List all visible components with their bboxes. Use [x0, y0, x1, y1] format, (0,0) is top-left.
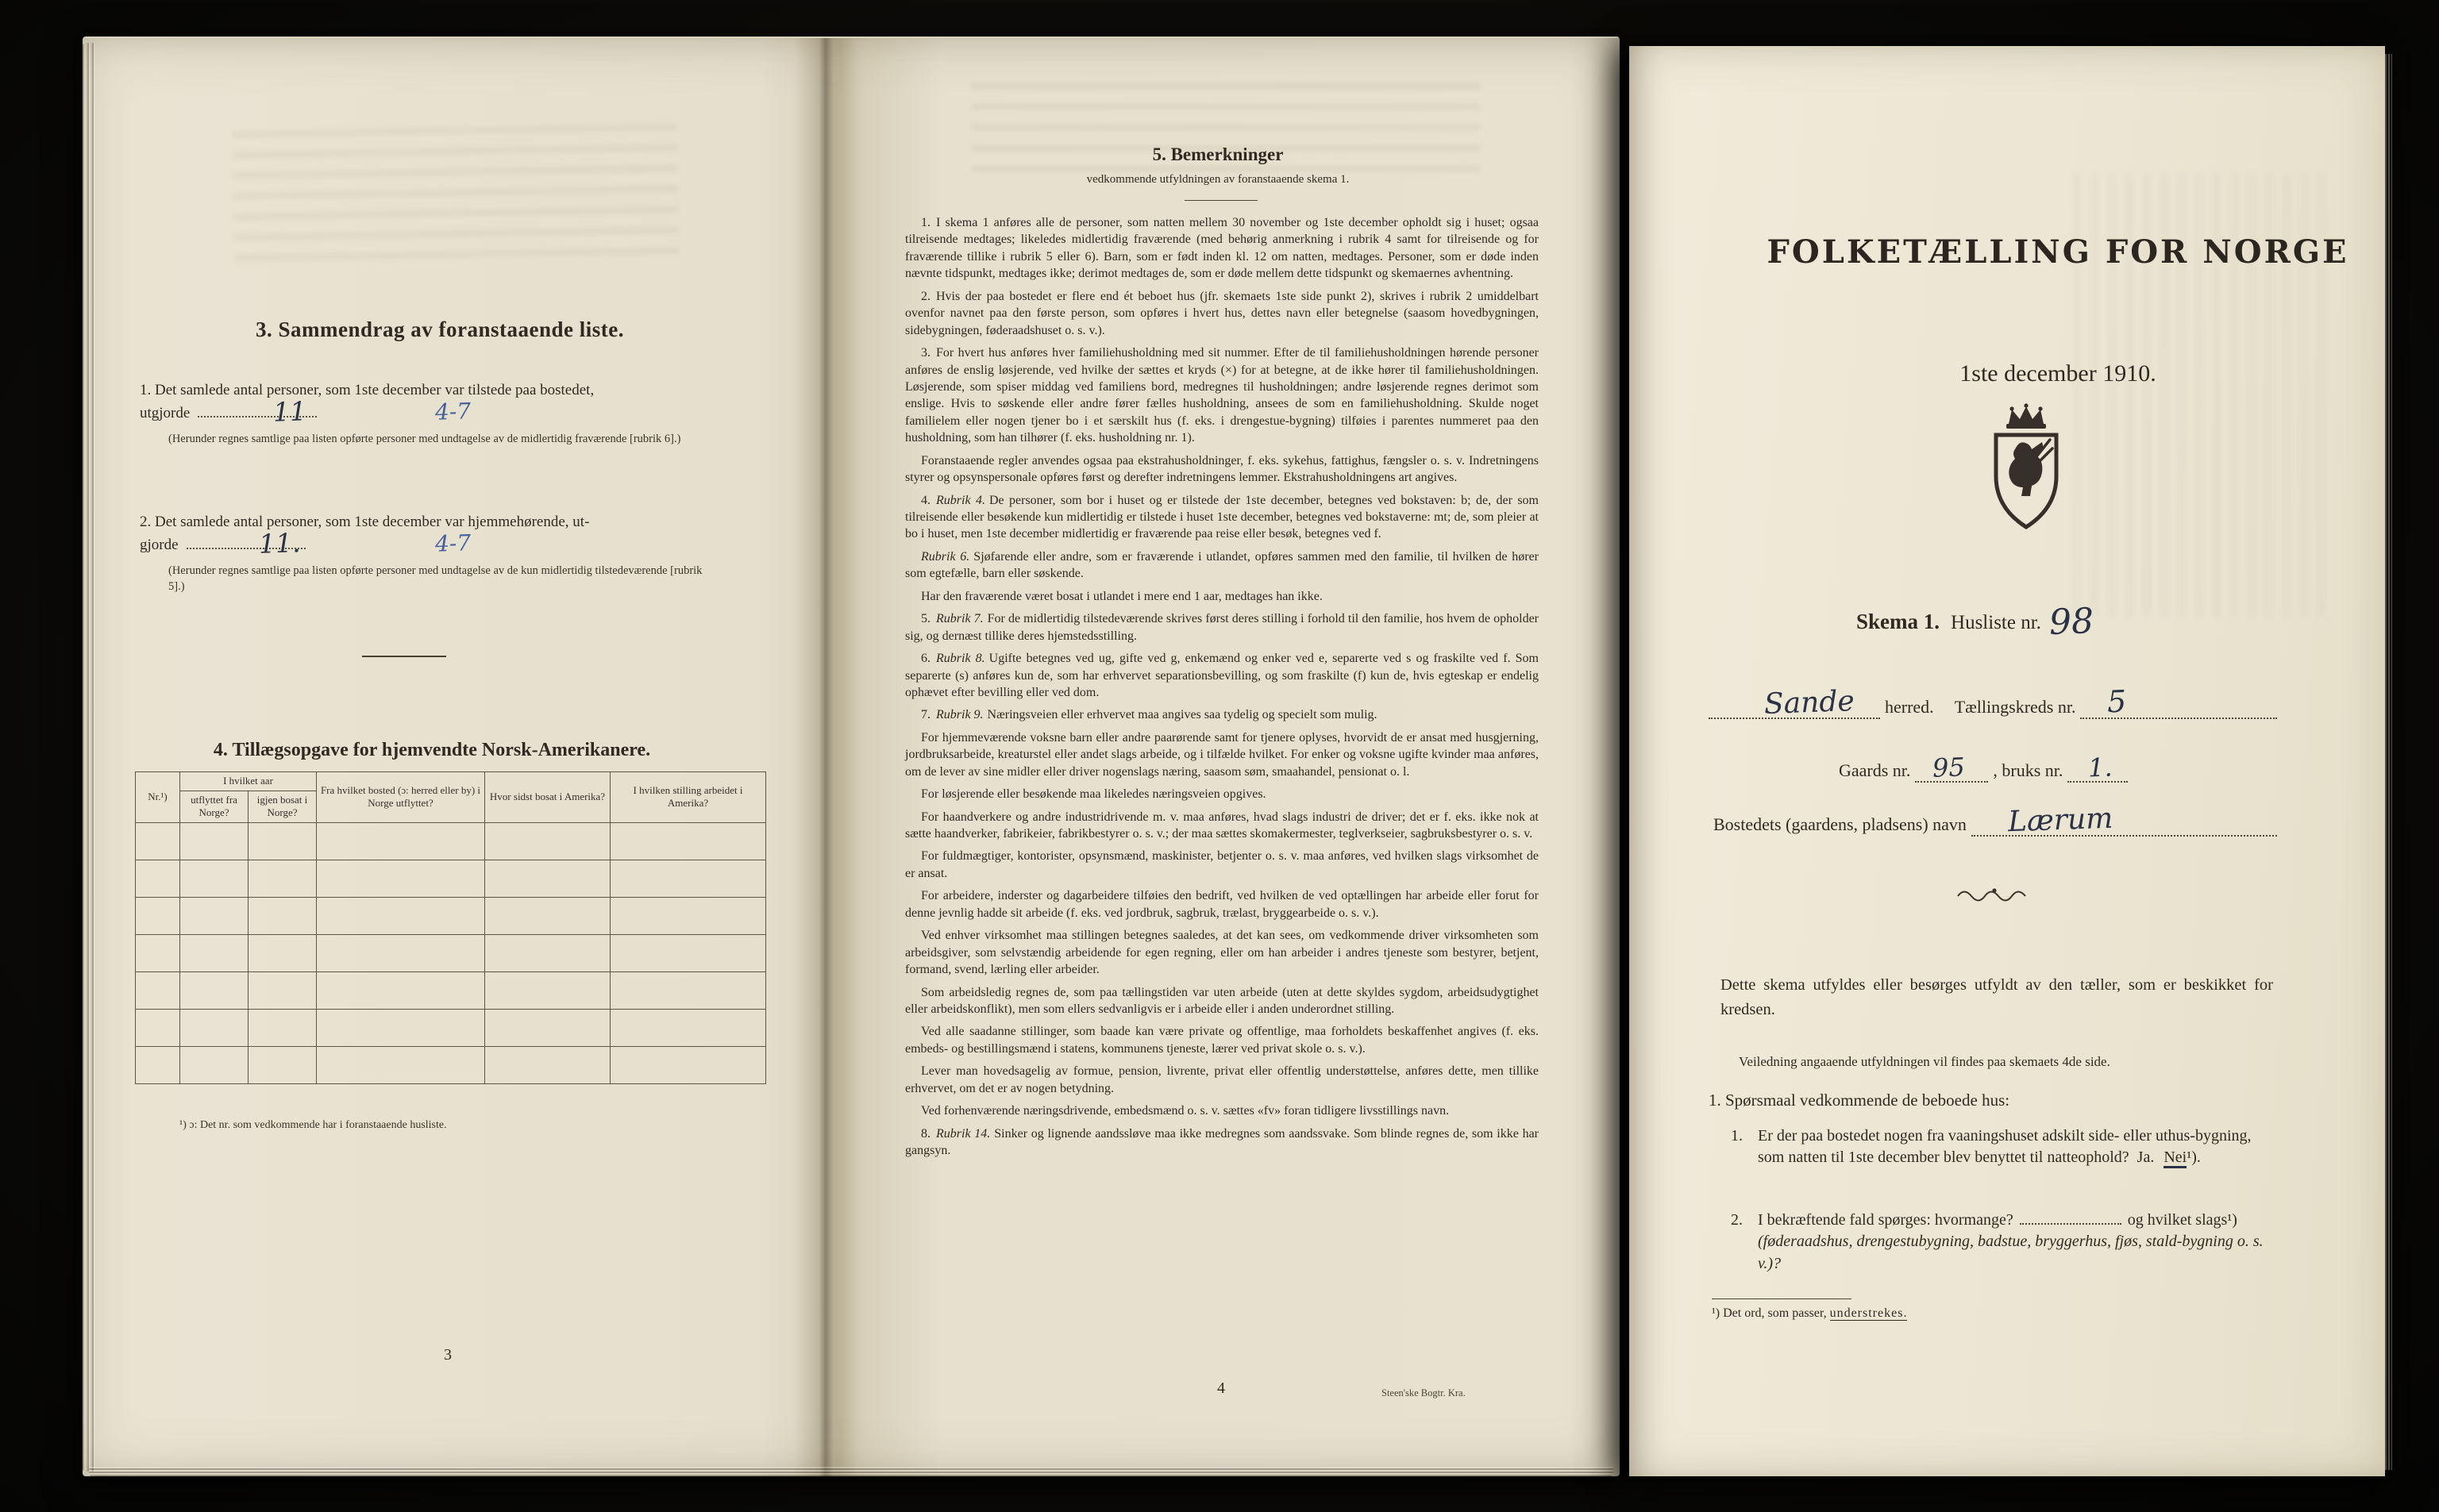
- summary-item-1-line2: utgjorde: [140, 402, 767, 425]
- schema-label: Skema 1.: [1856, 610, 1940, 633]
- remarks-paragraph: [905, 588, 1539, 605]
- paragraph-text: Foranstaaende regler anvendes ogsaa paa ekstrahusholdninger, f. eks. sykehus, fattighus, fængsler o. s. v. Indretningens styrer og opsynspersonale opføres først og derefter indretningens lemmer. Ekstrahusholdningens art angives.: [905, 453, 1539, 485]
- americans-table-footnote: ¹) ɔ: Det nr. som vedkommende har i foranstaaende husliste.: [179, 1119, 447, 1131]
- table-empty-row: [136, 860, 766, 897]
- remarks-paragraph: [905, 548, 1539, 583]
- paragraph-text: Ugifte betegnes ved ug, gifte ved g, enkemænd og enker ved e, separerte ved s og fraskilte ved f. Som separerte (s) anføres kun de, som har erhvervet separationsbevilling, og som fraskilte (f) kun de, hvis egteskap er endelig ophævet efter bevilling eller ved dom.: [905, 652, 1539, 699]
- paragraph-text: I skema 1 anføres alle de personer, som natten mellem 30 november og 1ste december opholdt sig i huset; ogsaa tilreisende medtages; likeledes midlertidig fraværende (med behørig anmerkning i rubrik 4 samt for tilreisende og for fraværende tillike i rubrik 5 eller 6). Barn, som er født inden kl. 12 om natten, medtages. Personer, som er døde inden nævnte tidspunkt, medtages ikke; derimot medtages de, som er døde mellem dette tidspunkt og skemaernes avhentning.: [905, 216, 1539, 281]
- paragraph-text: Sinker og lignende aandssløve maa ikke medregnes som aandssvake. Som blinde regnes de, som ikke har gangsyn.: [905, 1126, 1539, 1157]
- column-header-position: I hvilken stilling arbeidet i Amerika?: [611, 772, 766, 823]
- book-center-fold: [794, 38, 857, 1476]
- paragraph-text: For de midlertidig tilstedeværende skrives først deres stilling i forhold til den familie, hos hvem de opholder sig, og dernæst tillike deres hjemstedsstilling.: [905, 612, 1539, 643]
- column-header-year-back: igjen bosat i Norge?: [249, 791, 317, 822]
- paragraph-text: For hjemmeværende voksne barn eller andre paarørende samt for tjenere oplyses, hvorvidt de er ansat med husgjerning, jordbruksarbeide, kreaturstel eller andet slags arbeide, og i tilfælde hvilket. For enker og voksne ugifte kvinder maa anføres, om de lever av sine midler eller driver nogenslags næring, saasom søm, smaahandel, pensionat o. l.: [905, 730, 1539, 779]
- empty-cell: [136, 1046, 180, 1083]
- empty-cell: [485, 860, 611, 897]
- paragraph-lead: Rubrik 14.: [936, 1126, 991, 1141]
- gaards-fill-line: [1915, 752, 1988, 783]
- summary-item-1-note: (Herunder regnes samtlige paa listen opførte personer med undtagelse av de midlertidig fraværende [rubrik 6].): [168, 433, 681, 445]
- form-date: 1ste december 1910.: [1959, 360, 2156, 387]
- empty-cell: [249, 822, 317, 860]
- herred-fill-line: [1709, 685, 1880, 721]
- empty-cell: [485, 934, 611, 971]
- footnote-rule: [1712, 1298, 1851, 1299]
- ornament-divider-icon: [1955, 886, 2034, 907]
- empty-cell: [317, 934, 485, 971]
- paragraph-text: Lever man hovedsagelig av formue, pension, livrente, privat eller offentlig understøttelse, anføres dette, men tillike erhvervet, om det er av nogen betydning.: [905, 1064, 1539, 1095]
- paragraph-text: Næringsveien eller erhvervet maa angives saa tydelig og specielt som mulig.: [987, 708, 1377, 722]
- answer-nei-underlined: Nei: [2164, 1148, 2187, 1168]
- paragraph-text: Ved alle saadanne stillinger, som baade kan være private og offentlige, maa forholdets beskaffenhet angives (f. eks. embeds- og bestillingsmænd i statens, kommunens tjeneste, lærer ved privat skole o. s. v.).: [905, 1025, 1539, 1056]
- printer-imprint: Steen'ske Bogtr. Kra.: [1381, 1387, 1466, 1399]
- remarks-paragraph: [905, 927, 1539, 978]
- summary-item-1: [140, 379, 767, 448]
- empty-cell: [485, 1009, 611, 1046]
- paragraph-number: 4.: [921, 493, 931, 507]
- question-2: [1731, 1210, 2271, 1275]
- empty-cell: [611, 822, 766, 860]
- form-schema-line: [1856, 602, 2094, 642]
- empty-cell: [249, 1009, 317, 1046]
- handwritten-kreds-number: 5: [2106, 683, 2128, 720]
- form-instruction: Dette skema utfyldes eller besørges utfyldt av den tæller, som er beskikket for kredsen.: [1720, 976, 2273, 1018]
- empty-cell: [136, 934, 180, 971]
- bosted-fill-line: [1971, 802, 2277, 839]
- remarks-paragraph: [905, 848, 1539, 882]
- remarks-title-rule: [1185, 200, 1258, 201]
- remarks-paragraph: [905, 809, 1539, 843]
- paragraph-lead: Rubrik 8.: [936, 652, 985, 666]
- answer-ja: Ja.: [2137, 1148, 2155, 1167]
- remarks-paragraph: [905, 984, 1539, 1018]
- paragraph-number: 6.: [921, 652, 931, 666]
- paragraph-text: De personer, som bor i huset og er tilstede der 1ste december, betegnes ved bokstaven: b; de, der som tilreisende eller besøkende kun midlertidig er tilstede i huset 1ste december, betegnes ved bokstaverne: mt; de, som pleier at bo i huset, men 1ste december midlertidig er fraværende paa reise eller besøk, betegnes ved f.: [905, 493, 1539, 541]
- summary-item-2-line2: gjorde: [140, 534, 767, 557]
- empty-cell: [249, 1046, 317, 1083]
- form-gaards-line: [1834, 752, 2128, 783]
- remarks-paragraph: [905, 729, 1539, 780]
- empty-cell: [485, 971, 611, 1009]
- remarks-paragraph: [905, 1023, 1539, 1057]
- bruks-fill-line: [2067, 752, 2128, 783]
- empty-cell: [485, 1046, 611, 1083]
- empty-cell: [180, 1009, 249, 1046]
- summary-item-2-line1: 2. Det samlede antal personer, som 1ste december var hjemmehørende, ut-: [140, 514, 590, 530]
- question-1: [1731, 1125, 2255, 1169]
- census-form-page: [1629, 46, 2385, 1476]
- remarks-paragraph: [905, 492, 1539, 543]
- empty-cell: [136, 897, 180, 934]
- paragraph-text: For løsjerende eller besøkende maa likeledes næringsveien opgives.: [921, 787, 1266, 802]
- form-footnote: ¹) Det ord, som passer, understrekes.: [1712, 1306, 1908, 1320]
- empty-cell: [249, 860, 317, 897]
- empty-cell: [136, 860, 180, 897]
- remarks-paragraph: [905, 1125, 1539, 1160]
- empty-cell: [180, 971, 249, 1009]
- bosted-label: Bostedets (gaardens, pladsens) navn: [1713, 814, 1967, 834]
- empty-cell: [317, 1046, 485, 1083]
- answer-footnote-ref: ¹).: [2187, 1148, 2201, 1167]
- remarks-paragraph: [905, 452, 1539, 487]
- summary-item-1-line1: 1. Det samlede antal personer, som 1ste december var tilstede paa bostedet,: [140, 382, 595, 398]
- form-title: FOLKETÆLLING FOR NORGE: [1767, 233, 2349, 271]
- remarks-paragraph: [905, 887, 1539, 921]
- paragraph-text: For fuldmægtiger, kontorister, opsynsmænd, maskinister, betjenter o. s. v. maa anføres, ved hvilken slags virksomhet de er ansat.: [905, 849, 1539, 880]
- paragraph-lead: Rubrik 7.: [936, 612, 984, 626]
- remarks-paragraph: [905, 288, 1539, 339]
- form-guidance-note: Veiledning angaaende utfyldningen vil findes paa skemaets 4de side.: [1739, 1054, 2110, 1069]
- paragraph-lead: Rubrik 6.: [921, 549, 970, 564]
- question-1-number: 1.: [1731, 1127, 1743, 1145]
- summary-section-title: 3. Sammendrag av foranstaaende liste.: [256, 317, 624, 341]
- empty-cell: [611, 1046, 766, 1083]
- handwritten-total-resident: 11.: [258, 527, 302, 560]
- americans-section-title: 4. Tillægsopgave for hjemvendte Norsk-Amerikanere.: [213, 740, 651, 760]
- question-2-examples: (føderaadshus, drengestubygning, badstue, bryggerhus, fjøs, stald-bygning o. s. v.)?: [1758, 1233, 2264, 1272]
- handwritten-annotation: 4-7: [434, 529, 472, 557]
- table-empty-row: [136, 1009, 766, 1046]
- paragraph-text: Ved enhver virksomhet maa stillingen betegnes saaledes, at det kan sees, om vedkommende driver virksomheten som arbeidsgiver, som selvstændig arbeidende for egen regning, eller om han arbeider i andres tjeneste som bestyrer, betjent, formand, svend, lærling eller arbeider.: [905, 929, 1539, 977]
- empty-cell: [136, 1009, 180, 1046]
- summary-item-2: [140, 511, 767, 594]
- paragraph-lead: Rubrik 9.: [936, 708, 984, 722]
- kreds-label: Tællingskreds nr.: [1954, 697, 2076, 717]
- kreds-fill-line: [2080, 683, 2277, 720]
- paragraph-text: Sjøfarende eller andre, som er fraværende i utlandet, opføres sammen med den familie, til hvilken de hører som egtefælle, barn eller søskende.: [905, 549, 1539, 581]
- empty-cell: [611, 971, 766, 1009]
- remarks-paragraph: [905, 344, 1539, 447]
- remarks-paragraph: [905, 1102, 1539, 1119]
- form-herred-line: [1709, 683, 2277, 721]
- table-empty-row: [136, 822, 766, 860]
- paragraph-number: 2.: [921, 289, 931, 303]
- column-header-where: Hvor sidst bosat i Amerika?: [485, 772, 611, 823]
- empty-cell: [611, 934, 766, 971]
- paragraph-number: 7.: [921, 708, 931, 722]
- gaards-label: Gaards nr.: [1839, 760, 1911, 780]
- paragraph-text: For haandverkere og andre industridrivende m. v. maa anføres, hvad slags industri de driver; det er f. eks. ikke nok at sætte haandverker, fabrikeier, fabrikbestyrer o. s. v.; der maa sættes skomakermester, teglverkseier, sagbruksbestyrer o. s. v.: [905, 810, 1539, 841]
- remarks-paragraph: [905, 214, 1539, 283]
- empty-cell: [317, 822, 485, 860]
- paragraph-text: For arbeidere, inderster og dagarbeidere tilføies den bedrift, ved hvilken de ved optællingen har arbeide eller forut for denne jevnlig hadde sit arbeide (f. eks. ved jordbruk, sagbruk, trælast, bryggearbeide o. s. v.).: [905, 889, 1539, 920]
- table-empty-row: [136, 1046, 766, 1083]
- americans-table-body: [136, 822, 766, 1083]
- handwritten-herred: Sande: [1763, 685, 1855, 721]
- herred-label: herred.: [1885, 697, 1934, 717]
- empty-cell: [611, 1009, 766, 1046]
- empty-cell: [611, 860, 766, 897]
- americans-table-header: [136, 772, 766, 823]
- page-number-4: 4: [1217, 1379, 1225, 1397]
- handwritten-gaards-number: 95: [1932, 752, 1966, 783]
- empty-cell: [136, 822, 180, 860]
- bruks-label: , bruks nr.: [1993, 760, 2063, 780]
- summary-item-2-note: (Herunder regnes samtlige paa listen opførte personer med undtagelse av de kun midlertidig tilstedeværende [rubrik 5].): [168, 564, 703, 593]
- open-book: [83, 37, 1620, 1476]
- page-number-3: 3: [444, 1346, 452, 1364]
- form-questions-heading: 1. Spørsmaal vedkommende de beboede hus:: [1709, 1091, 2010, 1110]
- paragraph-number: 1.: [921, 216, 931, 229]
- empty-cell: [249, 971, 317, 1009]
- form-bosted-line: [1709, 802, 2277, 839]
- handwritten-bruks-number: 1.: [2087, 752, 2113, 783]
- section-divider-rule: [362, 656, 446, 657]
- empty-cell: [317, 860, 485, 897]
- paragraph-text: Ved forhenværende næringsdrivende, embedsmænd o. s. v. sættes «fv» foran tidligere livsstillings navn.: [921, 1104, 1450, 1118]
- empty-cell: [485, 897, 611, 934]
- bleedthrough-ghost: [972, 83, 1480, 184]
- table-empty-row: [136, 934, 766, 971]
- question-2-number: 2.: [1731, 1211, 1743, 1229]
- column-header-year-group: I hvilket aar: [180, 772, 317, 791]
- remarks-title: 5. Bemerkninger: [1152, 144, 1284, 164]
- handwritten-husliste-number: 98: [2048, 601, 2094, 643]
- handwritten-bosted-name: Lærum: [2007, 802, 2113, 839]
- remarks-paragraph: [905, 650, 1539, 701]
- column-header-from: Fra hvilket bosted (ɔ: herred eller by) i Norge utflyttet?: [317, 772, 485, 823]
- table-empty-row: [136, 971, 766, 1009]
- table-empty-row: [136, 897, 766, 934]
- column-header-year-out: utflyttet fra Norge?: [180, 791, 249, 822]
- column-header-nr: Nr.¹): [136, 772, 180, 823]
- fill-in-line: [2020, 1214, 2121, 1225]
- americans-table: [135, 771, 766, 1084]
- empty-cell: [317, 971, 485, 1009]
- handwritten-annotation: 4-7: [434, 398, 472, 425]
- empty-cell: [180, 934, 249, 971]
- footnote-underlined-word: understrekes.: [1829, 1306, 1908, 1320]
- remarks-subtitle: vedkommende utfyldningen av foranstaaende skema 1.: [1086, 173, 1350, 186]
- paragraph-text: Har den fraværende været bosat i utlandet i mere end 1 aar, medtages han ikke.: [921, 589, 1323, 603]
- handwritten-total-present: 11: [272, 395, 307, 428]
- paragraph-number: 3.: [921, 346, 931, 360]
- remarks-paragraphs: [905, 214, 1539, 1164]
- husliste-label: Husliste nr.: [1951, 612, 2041, 633]
- empty-cell: [485, 822, 611, 860]
- empty-cell: [180, 897, 249, 934]
- remarks-paragraph: [905, 706, 1539, 723]
- remarks-paragraph: [905, 786, 1539, 802]
- empty-cell: [180, 860, 249, 897]
- paragraph-text: Som arbeidsledig regnes de, som paa tællingstiden var uten arbeide (uten at dette skyldes sygdom, arbeidsudygtighet eller arbeidskonflikt), men som ellers sedvanligvis er i arbeide eller i anden underordnet stilling.: [905, 985, 1539, 1016]
- empty-cell: [249, 934, 317, 971]
- empty-cell: [611, 897, 766, 934]
- norwegian-coat-of-arms-icon: [1979, 400, 2074, 545]
- empty-cell: [180, 822, 249, 860]
- paragraph-text: Hvis der paa bostedet er flere end ét beboet hus (jfr. skemaets 1ste side punkt 2), skrives i rubrik 2 umiddelbart ovenfor navnet paa den første person, som opføres i hvert hus, dettes navn eller betegnelse (saasom hovedbygningen, sidebygningen, føderaadshuset o. s. v.).: [905, 289, 1539, 337]
- empty-cell: [180, 1046, 249, 1083]
- paragraph-number: 8.: [921, 1126, 931, 1141]
- bleedthrough-ghost: [233, 123, 680, 264]
- remarks-paragraph: [905, 610, 1539, 644]
- question-2-text: I bekræftende fald spørges: hvormange? og hvilket slags¹) (føderaadshus, drengestubygning, badstue, bryggerhus, fjøs, stald-bygning o. s. v.)?: [1758, 1211, 2264, 1272]
- question-1-text: Er der paa bostedet nogen fra vaaningshuset adskilt side- eller uthus-bygning, som natten til 1ste december blev benyttet til natteophold? Ja. Nei¹).: [1758, 1125, 2255, 1169]
- remarks-paragraph: [905, 1063, 1539, 1097]
- paragraph-number: 5.: [921, 612, 931, 626]
- empty-cell: [136, 971, 180, 1009]
- paragraph-text: For hvert hus anføres hver familiehusholdning med sit nummer. Efter de til familiehusholdningen hørende personer anføres de enslig løsjerende, ved hvilke der sættes et kryds (×) for at betegne, at de ikke hører til familiehusholdningen. Løsjerende, som spiser middag ved familiens bord, medregnes til husholdningen; andre løsjerende regnes derimot som enslige. Hvis to søskende eller andre fører fælles husholdning, ansees de som en familiehusholdning. Skulde noget familielem eller nogen tjener bo i et særskilt hus (f. eks. i drengestue-bygning) tilføies i parentes nummeret paa den husholdning, som han tilhører (f. eks. husholdning nr. 1).: [905, 346, 1539, 445]
- empty-cell: [317, 897, 485, 934]
- empty-cell: [249, 897, 317, 934]
- paragraph-lead: Rubrik 4.: [936, 493, 985, 507]
- empty-cell: [317, 1009, 485, 1046]
